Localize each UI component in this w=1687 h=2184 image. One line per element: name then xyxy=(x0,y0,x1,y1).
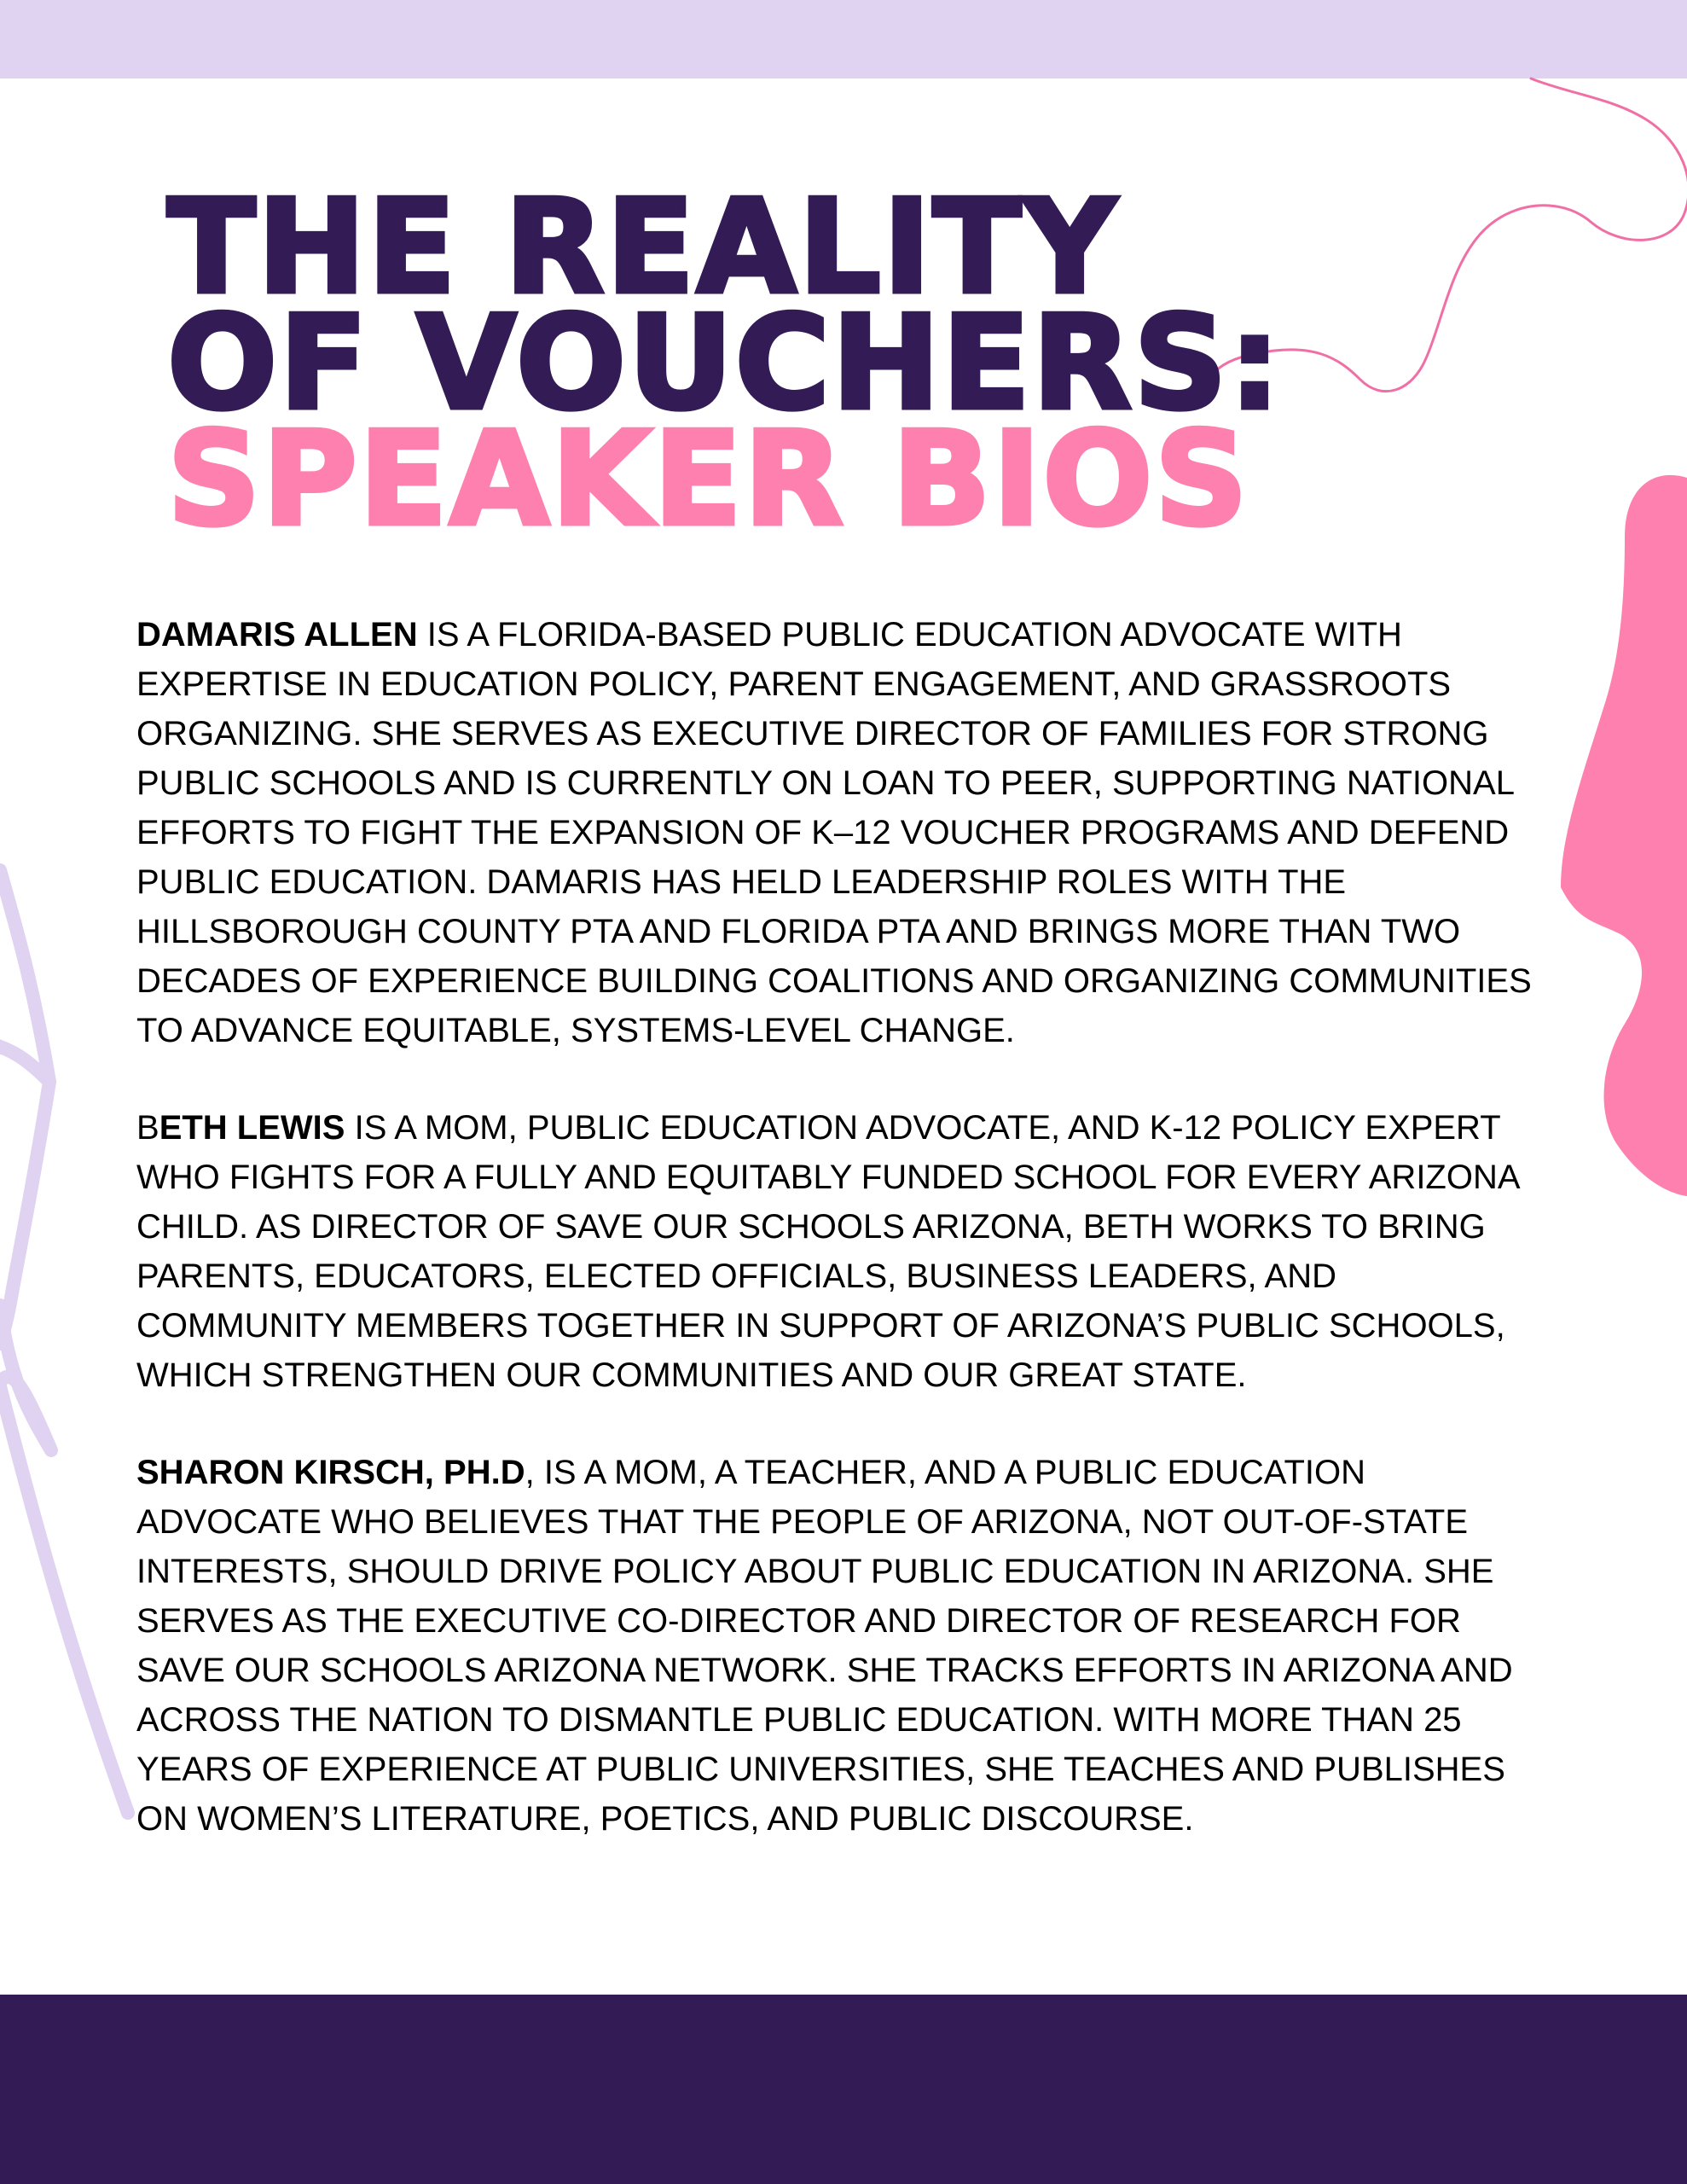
bio-damaris-allen xyxy=(136,610,1535,1055)
speaker-name: ETH LEWIS xyxy=(159,1109,345,1147)
speaker-name-initial: B xyxy=(136,1109,159,1147)
bio-text: IS A FLORIDA-BASED PUBLIC EDUCATION ADVOCATE WITH EXPERTISE IN EDUCATION POLICY, PARENT ENGAGEMENT, AND GRASSROOTS ORGANIZING. SHE SERVES AS EXECUTIVE DIRECTOR OF FAMILIES FOR STRONG PUBLIC SCHOOLS AND IS CURRENTLY ON LOAN TO PEER, SUPPORTING NATIONAL EFFORTS TO FIGHT THE EXPANSION OF K–12 VOUCHER PROGRAMS AND DEFEND PUBLIC EDUCATION. DAMARIS HAS HELD LEADERSHIP ROLES WITH THE HILLSBOROUGH COUNTY PTA AND FLORIDA PTA AND BRINGS MORE THAN TWO DECADES OF EXPERIENCE BUILDING COALITIONS AND ORGANIZING COMMUNITIES TO ADVANCE EQUITABLE, SYSTEMS-LEVEL CHANGE. xyxy=(136,616,1532,1049)
bio-beth-lewis xyxy=(136,1103,1535,1400)
bottom-color-band xyxy=(0,1995,1687,2184)
bio-sharon-kirsch xyxy=(136,1448,1535,1844)
title-line-2: OF VOUCHERS: xyxy=(167,288,1283,439)
speaker-bios xyxy=(136,610,1535,1891)
title-line-3: SPEAKER BIOS xyxy=(167,404,1250,555)
title-line-1: THE REALITY xyxy=(167,171,1119,322)
page-title xyxy=(167,171,1498,555)
bio-text: IS A MOM, PUBLIC EDUCATION ADVOCATE, AND K-12 POLICY EXPERT WHO FIGHTS FOR A FULLY AND EQUITABLY FUNDED SCHOOL FOR EVERY ARIZONA CHILD. AS DIRECTOR OF SAVE OUR SCHOOLS ARIZONA, BETH WORKS TO BRING PARENTS, EDUCATORS, ELECTED OFFICIALS, BUSINESS LEADERS, AND COMMUNITY MEMBERS TOGETHER IN SUPPORT OF ARIZONA’S PUBLIC SCHOOLS, WHICH STRENGTHEN OUR COMMUNITIES AND OUR GREAT STATE. xyxy=(136,1109,1519,1394)
pink-blob xyxy=(1561,475,1687,1196)
lavender-zigzag-line-middle xyxy=(0,1082,49,1344)
lavender-zigzag-line xyxy=(0,870,128,1813)
bio-text: , IS A MOM, A TEACHER, AND A PUBLIC EDUCATION ADVOCATE WHO BELIEVES THAT THE PEOPLE OF ARIZONA, NOT OUT-OF-STATE INTERESTS, SHOULD DRIVE POLICY ABOUT PUBLIC EDUCATION IN ARIZONA. SHE SERVES AS THE EXECUTIVE CO-DIRECTOR AND DIRECTOR OF RESEARCH FOR SAVE OUR SCHOOLS ARIZONA NETWORK. SHE TRACKS EFFORTS IN ARIZONA AND ACROSS THE NATION TO DISMANTLE PUBLIC EDUCATION. WITH MORE THAN 25 YEARS OF EXPERIENCE AT PUBLIC UNIVERSITIES, SHE TEACHES AND PUBLISHES ON WOMEN’S LITERATURE, POETICS, AND PUBLIC DISCOURSE. xyxy=(136,1454,1513,1838)
top-color-band xyxy=(0,0,1687,78)
speaker-name: SHARON KIRSCH, PH.D xyxy=(136,1454,525,1491)
speaker-name: DAMARIS ALLEN xyxy=(136,616,418,653)
